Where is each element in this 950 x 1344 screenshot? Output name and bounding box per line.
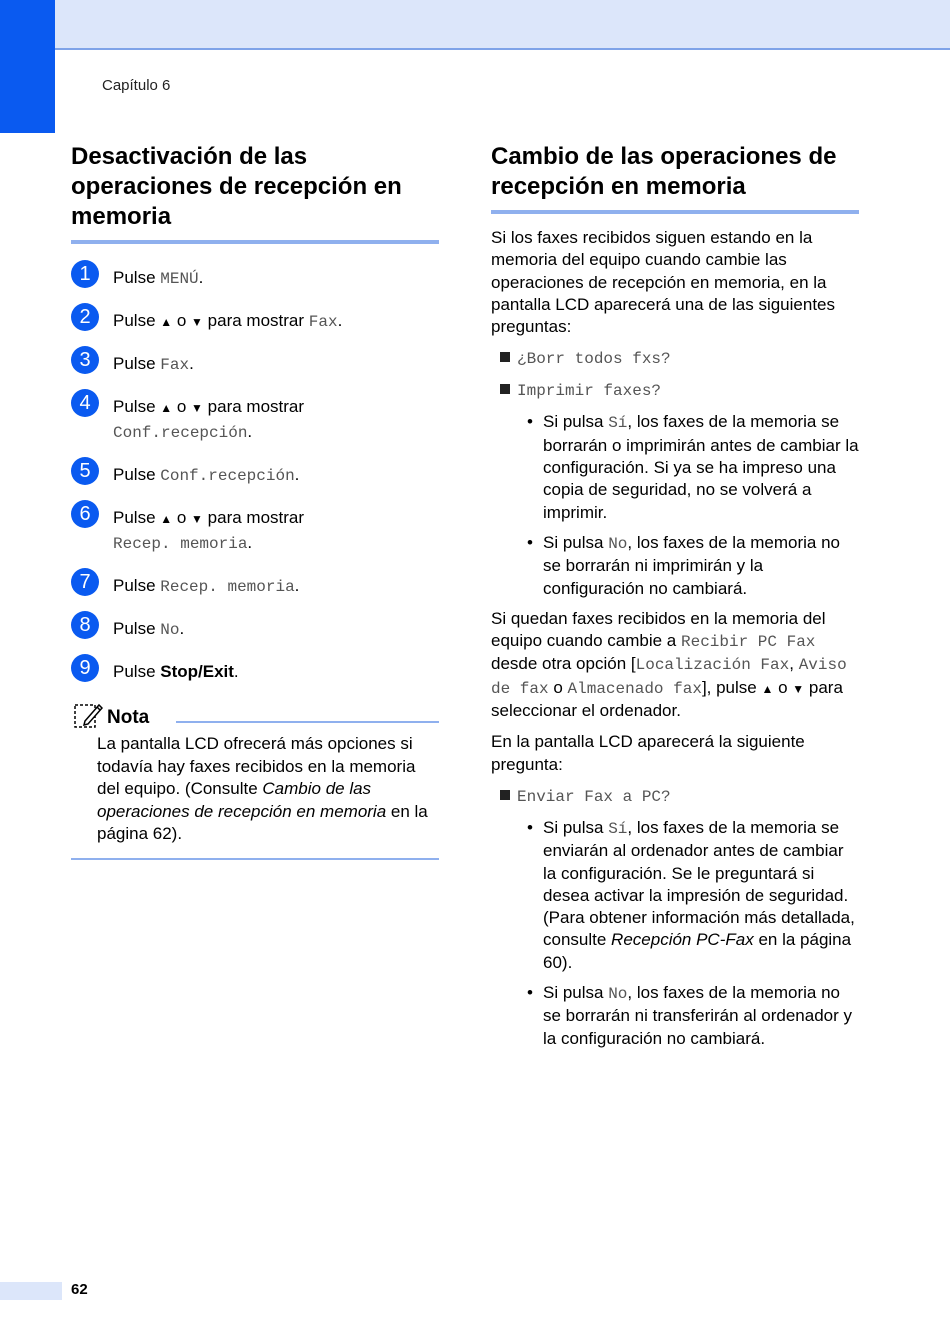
up-arrow-icon: ▲ — [160, 315, 173, 329]
down-arrow-icon: ▼ — [191, 401, 203, 415]
bullet-dot: • — [527, 532, 533, 552]
step-2 — [71, 306, 439, 334]
question-item — [491, 379, 859, 402]
left-column — [71, 142, 439, 860]
title-rule — [71, 240, 439, 244]
question-item — [491, 347, 859, 370]
down-arrow-icon: ▼ — [191, 512, 203, 526]
step-number: 9 — [71, 654, 99, 682]
note-text: La pantalla LCD ofrecerá más opciones si todavía hay faxes recibidos en la memoria del equipo. (Consulte — [97, 734, 416, 798]
pc-fax-paragraph — [491, 608, 859, 722]
step-text: o — [172, 508, 192, 527]
lcd-text: Conf.recepción — [113, 424, 248, 442]
step-text: . — [294, 576, 300, 595]
intro-paragraph: Si los faxes recibidos siguen estando en la memoria del equipo cuando cambie las operaciones de recepción en memoria, en la pantalla LCD aparecerá una de las siguientes preguntas: — [491, 228, 836, 337]
bullet-dot: • — [527, 817, 533, 837]
step-text: Pulse — [113, 397, 161, 416]
step-text: . — [294, 465, 300, 484]
header-band — [0, 0, 950, 48]
para-text: para seleccionar el ordenador. — [491, 677, 843, 721]
right-column — [491, 142, 859, 1058]
step-text: Pulse — [113, 662, 161, 681]
lcd-text: Localización Fax — [635, 656, 790, 675]
step-3 — [71, 349, 439, 377]
step-text: . — [233, 662, 239, 681]
lcd-text: No — [608, 534, 628, 553]
step-number: 8 — [71, 611, 99, 639]
down-arrow-icon: ▼ — [191, 315, 203, 329]
para-text: Si quedan faxes recibidos en la memoria del equipo cuando cambie a — [491, 608, 826, 651]
step-text: para mostrar — [202, 508, 305, 527]
lcd-text: Recep. memoria — [160, 578, 295, 596]
step-number: 6 — [71, 500, 99, 528]
lcd-text: Recep. memoria — [113, 535, 248, 553]
chapter-tab — [0, 0, 55, 133]
question-item — [491, 785, 859, 808]
bullet-item — [491, 982, 859, 1050]
step-number: 5 — [71, 457, 99, 485]
para-text: , — [789, 654, 799, 674]
bullet-item — [491, 411, 859, 523]
step-list — [71, 263, 439, 683]
step-text: Pulse — [113, 619, 161, 638]
note-header — [71, 701, 439, 731]
step-text: o — [172, 397, 192, 416]
note-title: Nota — [107, 707, 150, 728]
square-bullet-icon — [500, 384, 510, 394]
header-rule — [55, 48, 950, 50]
up-arrow-icon: ▲ — [160, 401, 173, 415]
lcd-text: Imprimir faxes? — [517, 382, 662, 401]
step-text: Pulse — [113, 508, 161, 527]
step-number: 1 — [71, 260, 99, 288]
bullet-text: Si pulsa — [543, 412, 609, 432]
square-bullet-icon — [500, 352, 510, 362]
lcd-text: ¿Borr todos fxs? — [517, 350, 671, 369]
lcd-text: MENÚ — [160, 270, 199, 288]
section-title-left: Desactivación de las operaciones de recepción en memoria — [71, 143, 402, 230]
para-text: ], pulse — [701, 677, 762, 697]
chapter-label: Capítulo 6 — [102, 77, 171, 94]
lcd-text: No — [608, 985, 628, 1004]
step-text: Pulse — [113, 268, 161, 287]
bullet-dot: • — [527, 412, 533, 432]
note-text: en la página 62). — [97, 801, 428, 843]
footer-band — [0, 1282, 62, 1300]
note-reference: Cambio de las operaciones de recepción en memoria — [97, 779, 387, 821]
cross-reference: Recepción PC-Fax — [611, 930, 754, 950]
para-text: desde otra opción [ — [491, 654, 636, 674]
step-8 — [71, 614, 439, 642]
note-rule — [176, 721, 439, 723]
step-6 — [71, 503, 439, 556]
up-arrow-icon: ▲ — [160, 512, 173, 526]
step-number: 7 — [71, 568, 99, 596]
lcd-text: Enviar Fax a PC? — [517, 787, 671, 806]
section-title-right: Cambio de las operaciones de recepción en memoria — [491, 143, 837, 200]
step-4 — [71, 392, 439, 445]
step-5 — [71, 460, 439, 488]
down-arrow-icon: ▼ — [792, 681, 805, 696]
key-name: Stop/Exit — [160, 662, 234, 681]
bullet-text: en la página 60). — [543, 930, 852, 972]
bullet-text: Si pulsa — [543, 817, 609, 837]
step-text: . — [179, 619, 185, 638]
square-bullet-icon — [500, 790, 510, 800]
para-text: o — [548, 677, 568, 697]
bullet-item — [491, 532, 859, 600]
bullet-item — [491, 817, 859, 974]
lcd-text: Sí — [608, 414, 628, 433]
title-rule — [491, 210, 859, 214]
step-text: . — [337, 311, 343, 330]
lcd-text: Aviso de fax — [491, 656, 847, 698]
step-9 — [71, 657, 439, 683]
lcd-text: Almacenado fax — [567, 679, 702, 698]
bullet-text: , los faxes de la memoria no se borrarán ni imprimirán y la configuración no cambiará. — [543, 532, 841, 598]
page-number: 62 — [71, 1281, 88, 1298]
step-text: o — [172, 311, 192, 330]
step-text: Pulse — [113, 576, 161, 595]
up-arrow-icon: ▲ — [761, 681, 774, 696]
step-text: para mostrar — [202, 311, 309, 330]
step-text: Pulse — [113, 465, 161, 484]
step-text: para mostrar — [202, 397, 305, 416]
step-text: . — [189, 354, 194, 373]
lcd-paragraph: En la pantalla LCD aparecerá la siguiente pregunta: — [491, 732, 805, 774]
step-number: 4 — [71, 389, 99, 417]
step-text: . — [247, 533, 253, 552]
step-text: Pulse — [113, 354, 161, 373]
bullet-text: , los faxes de la memoria se borrarán o imprimirán antes de cambiar la configuración. Si ya se ha impreso una copia de seguridad, no se volverá a imprimir. — [543, 412, 859, 522]
bullet-text: Si pulsa — [543, 532, 609, 552]
bullet-dot: • — [527, 983, 533, 1003]
note-body — [97, 733, 439, 846]
lcd-text: No — [160, 621, 180, 639]
step-text: . — [247, 422, 253, 441]
lcd-text: Conf.recepción — [160, 467, 295, 485]
step-number: 3 — [71, 346, 99, 374]
step-1 — [71, 263, 439, 291]
note-box — [71, 701, 439, 860]
lcd-text: Recibir PC Fax — [680, 633, 816, 652]
para-text: o — [773, 677, 793, 697]
step-text: Pulse — [113, 311, 161, 330]
bullet-text: , los faxes de la memoria no se borrarán ni transferirán al ordenador y la configuración no cambiará. — [543, 983, 852, 1048]
bullet-text: , los faxes de la memoria se enviarán al ordenador antes de cambiar la configuración. Se le preguntará si desea activar la impresión de seguridad. (Para obtener información más detallada, consulte — [543, 817, 855, 950]
lcd-text: Fax — [160, 356, 190, 374]
lcd-text: Sí — [608, 819, 628, 838]
step-7 — [71, 571, 439, 599]
bullet-text: Si pulsa — [543, 983, 609, 1003]
step-number: 2 — [71, 303, 99, 331]
note-end-rule — [71, 858, 439, 860]
lcd-text: Fax — [308, 313, 338, 331]
note-pencil-icon — [73, 701, 103, 729]
step-text: . — [198, 268, 204, 287]
